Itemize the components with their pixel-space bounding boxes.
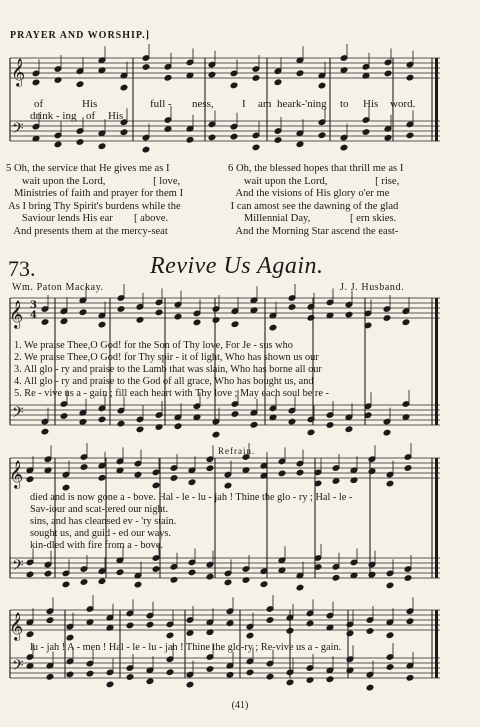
note-head (46, 617, 54, 624)
note-head (98, 321, 106, 328)
note-head (188, 569, 196, 576)
note-head (41, 428, 49, 435)
lyric-word: of (86, 110, 96, 122)
lyric-word: word. (390, 98, 416, 110)
note-head (208, 134, 216, 141)
note-head (32, 79, 40, 86)
note-head (106, 681, 114, 688)
note-head (62, 484, 70, 491)
note-head (208, 71, 216, 78)
note-head (296, 469, 304, 476)
note-head (166, 632, 174, 639)
note-head (274, 79, 282, 86)
note-head (79, 309, 87, 316)
note-head (307, 315, 315, 322)
verse-line: 1. We praise Thee,O God! for the Son of Thy love, For Je - sus who (14, 340, 293, 351)
note-head (226, 672, 234, 679)
note-head (186, 137, 194, 144)
verse-line: 5. Re - vive us a - gain ; fill each heart with Thy love ; May each soul be re - (14, 388, 329, 399)
lyric-word: His (82, 98, 98, 110)
note-head (230, 82, 238, 89)
lyric-word: am (258, 98, 272, 110)
note-head (174, 313, 182, 320)
note-head (346, 630, 354, 637)
note-head (252, 75, 260, 82)
note-head (98, 475, 106, 482)
note-head (366, 684, 374, 691)
verse-line: Sav-iour and scat-tered our night. (30, 504, 169, 515)
lyric-word: heark-'ning (277, 98, 327, 110)
note-head (134, 471, 142, 478)
note-head (26, 631, 34, 638)
note-head (60, 318, 68, 325)
note-head (188, 479, 196, 486)
lyric-word: drink - ing (30, 110, 77, 122)
lyric-word: full - (150, 98, 172, 110)
lyric-word: ness, (192, 98, 214, 110)
note-head (386, 582, 394, 589)
note-head (246, 669, 254, 676)
clef-icon: 𝄢 (12, 557, 24, 578)
verse-5: 5 Oh, the service that He gives me as I wait upon the Lord, [ love, Ministries of faith and prayer for them I As I bring Thy Spirit's burdens while the Saviour lends His ear [ above. And presents them at the mercy-seat (6, 163, 184, 237)
note-head (164, 75, 172, 82)
note-head (79, 419, 87, 426)
note-head (206, 666, 214, 673)
note-head (260, 581, 268, 588)
note-head (46, 674, 54, 681)
verse-line: sought us, and guid - ed our ways. (30, 528, 171, 539)
note-head (368, 468, 376, 475)
note-head (406, 675, 414, 682)
note-head (126, 674, 134, 681)
note-head (136, 426, 144, 433)
note-head (206, 573, 214, 580)
note-head (318, 132, 326, 139)
note-head (278, 470, 286, 477)
note-head (231, 321, 239, 328)
note-head (269, 324, 277, 331)
note-head (246, 632, 254, 639)
note-head (345, 426, 353, 433)
verse-line: died and is now gone a - bove. Hal - le - lu - jah ! Thine the glo - ry ; Hal - le - (30, 492, 353, 503)
lyric-word: His (108, 110, 124, 122)
note-head (332, 478, 340, 485)
note-head (286, 679, 294, 686)
note-head (166, 669, 174, 676)
clef-icon: 𝄞 (9, 460, 24, 488)
verse-line: lu - jah ! A - men ! Hal - le - lu - jah ! Thine the glo-ry ; Re-vive us a - gain. (30, 642, 342, 653)
note-head (98, 143, 106, 150)
note-head (136, 317, 144, 324)
verse-line: 4. All glo - ry and praise to the God of all grace, Who has bought us, and (14, 376, 314, 387)
note-head (384, 70, 392, 77)
note-head (340, 144, 348, 151)
note-head (230, 133, 238, 140)
note-head (368, 571, 376, 578)
page-number: (41) (231, 700, 249, 711)
note-head (296, 141, 304, 148)
note-head (404, 465, 412, 472)
note-head (383, 315, 391, 322)
lyric-word: of (34, 98, 44, 110)
note-head (170, 577, 178, 584)
note-head (62, 581, 70, 588)
note-head (383, 429, 391, 436)
note-head (116, 569, 124, 576)
note-head (404, 575, 412, 582)
note-head (326, 422, 334, 429)
note-head (152, 482, 160, 489)
note-head (274, 137, 282, 144)
note-head (98, 416, 106, 423)
final-barline-thick (435, 298, 438, 425)
note-head (326, 676, 334, 683)
note-head (386, 480, 394, 487)
note-head (117, 306, 125, 313)
note-head (170, 475, 178, 482)
note-head (362, 129, 370, 136)
section-header: PRAYER AND WORSHIP.] (10, 30, 150, 41)
note-head (120, 84, 128, 91)
note-head (332, 575, 340, 582)
note-head (186, 630, 194, 637)
note-head (193, 319, 201, 326)
note-head (80, 579, 88, 586)
note-head (384, 135, 392, 142)
time-signature: 4 (30, 310, 37, 321)
hymn-number: 73. (8, 256, 36, 281)
clef-icon: 𝄢 (12, 404, 24, 425)
note-head (44, 570, 52, 577)
verse-line: 2. We praise Thee,O God! for Thy spir - it of light, Who has shown us our (14, 352, 319, 363)
note-head (296, 70, 304, 77)
note-head (366, 628, 374, 635)
note-head (288, 418, 296, 425)
note-head (286, 628, 294, 635)
note-head (117, 420, 125, 427)
note-head (186, 681, 194, 688)
note-head (66, 671, 74, 678)
note-head (386, 632, 394, 639)
clef-icon: 𝄢 (12, 657, 24, 678)
note-head (142, 146, 150, 153)
note-head (155, 309, 163, 316)
time-signature: 3 (30, 300, 37, 311)
note-head (80, 464, 88, 471)
hymn-title: Revive Us Again. (150, 253, 324, 279)
note-head (26, 476, 34, 483)
note-head (86, 670, 94, 677)
verse-line: 3. All glo - ry and praise to the Lamb that was slain, Who has borne all our (14, 364, 322, 375)
note-head (402, 319, 410, 326)
clef-icon: 𝄞 (11, 58, 26, 86)
note-head (406, 74, 414, 81)
note-head (224, 482, 232, 489)
lyric-word: I (242, 98, 246, 110)
verse-line: sins, and has cleansed ev - 'ry stain. (30, 516, 177, 527)
clef-icon: 𝄞 (9, 612, 24, 640)
note-head (266, 617, 274, 624)
note-head (152, 566, 160, 573)
note-head (406, 618, 414, 625)
note-head (66, 634, 74, 641)
note-head (386, 664, 394, 671)
clef-icon: 𝄢 (12, 120, 24, 141)
clef-icon: 𝄞 (9, 300, 24, 328)
lyric-word: to (340, 98, 349, 110)
note-head (406, 132, 414, 139)
lyric-word: His (363, 98, 379, 110)
note-head (224, 579, 232, 586)
note-head (206, 465, 214, 472)
composer-credit: J. J. Husband. (340, 282, 405, 293)
author-credit: Wm. Paton Mackay. (12, 282, 104, 293)
note-head (252, 144, 260, 151)
note-head (142, 64, 150, 71)
note-head (266, 673, 274, 680)
note-head (226, 620, 234, 627)
final-barline-thick (435, 610, 438, 678)
note-head (318, 82, 326, 89)
note-head (126, 622, 134, 629)
note-head (98, 578, 106, 585)
note-head (26, 571, 34, 578)
note-head (288, 304, 296, 311)
note-head (60, 413, 68, 420)
note-head (146, 621, 154, 628)
note-head (212, 431, 220, 438)
note-head (120, 129, 128, 136)
note-head (76, 81, 84, 88)
note-head (250, 422, 258, 429)
note-head (134, 581, 142, 588)
note-head (41, 319, 49, 326)
note-head (307, 429, 315, 436)
final-barline-thick (435, 458, 438, 578)
note-head (76, 139, 84, 146)
note-head (231, 411, 239, 418)
verse-6: 6 Oh, the blessed hopes that thrill me as I wait upon the Lord, [ rise, And the visions of His glory o'er me I can amost see the dawning of the glad Millennial Day, [ ern skies. And the Morning Star ascend the east- (228, 163, 404, 237)
final-barline-thick (435, 58, 438, 141)
note-head (174, 423, 182, 430)
refrain-label: Refrain. (218, 446, 256, 456)
note-head (54, 141, 62, 148)
note-head (306, 620, 314, 627)
note-head (345, 311, 353, 318)
verse-line: kin-dled with fire from a - bove. (30, 540, 163, 551)
note-head (146, 678, 154, 685)
note-head (296, 584, 304, 591)
